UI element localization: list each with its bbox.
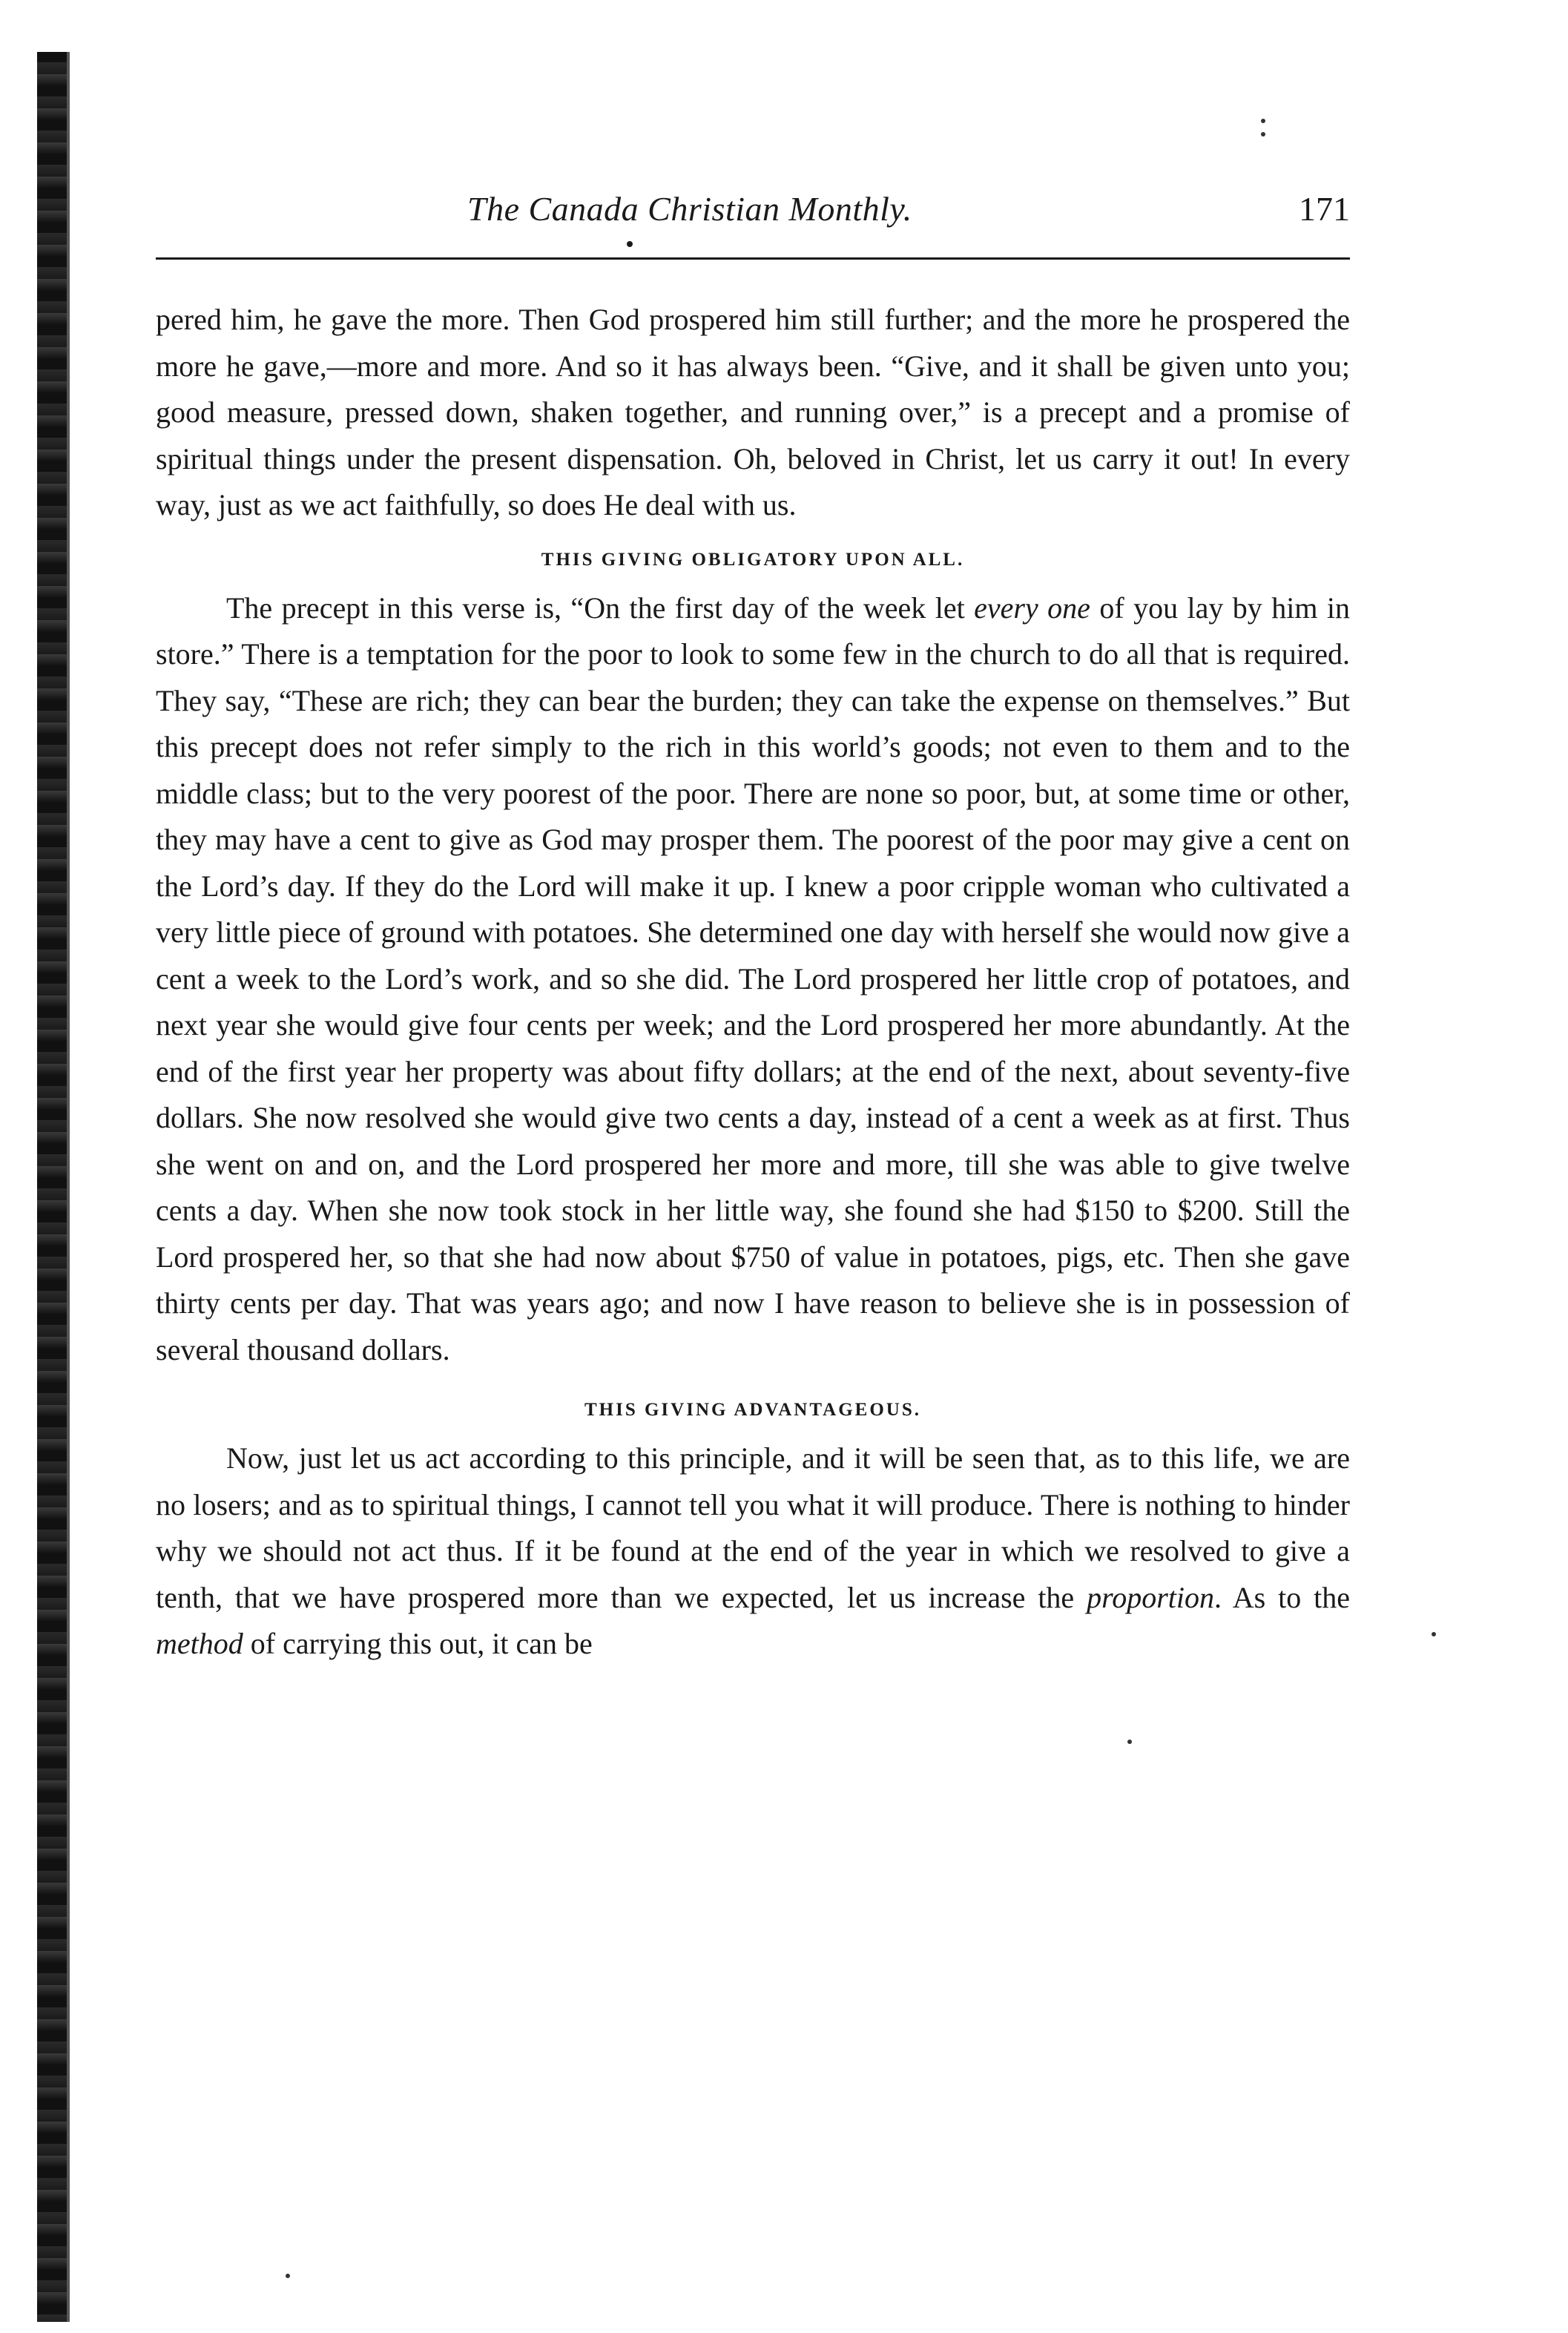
italic-text: proportion [1087,1580,1214,1614]
book-binding-edge [37,52,70,2322]
text-run: . As to the [1214,1580,1351,1614]
text-run: of you lay by him in store.” There is a temptation for the poor to look to some few in the church to do all that is required. They say, “These are rich; they can bear the burden; they can take the expense on themselves.” But this precept does not refer simply to the rich in this world’s goods; not even to them and to the middle class; but to the very poorest of the poor. There are none so poor, but, at some time or other, they may have a cent to give as God may prosper them. The poorest of the poor may give a cent on the Lord’s day. If they do the Lord will make it up. I knew a poor cripple woman who cultivated a very little piece of ground with potatoes. She determined one day with herself she would now give a cent a week to the Lord’s work, and so she did. The Lord prospered her little crop of potatoes, and next year she would give four cents per week; and the Lord prospered her more abundantly. At the end of the first year her property was about fifty dollars; at the end of the next, about seventy-five dollars. She now resolved she would give two cents a day, instead of a cent a week as at first. Thus she went on and on, and the Lord prospered her more and more, till she was able to give twelve cents a day. When she now took stock in her little way, she found she had $150 to $200. Still the Lord prospered her, so that she had now about $750 of value in potatoes, pigs, etc. Then she gave thirty cents per day. That was years ago; and now I have reason to believe she is in possession of several thousand dollars. [156,590,1350,1366]
text-run: The precept in this verse is, “On the first day of the week let [226,590,975,625]
paragraph-advantageous [156,1435,1350,1668]
header-ornament-dot [627,241,633,247]
running-title: The Canada Christian Monthly. [467,190,912,228]
italic-text: every one [974,590,1090,625]
italic-text: method [156,1627,243,1660]
page-number: 171 [1299,190,1350,228]
paragraph-precept [156,585,1350,1374]
stray-mark [1261,119,1265,123]
running-header [156,189,1350,241]
text-run: of carrying this out, it can be [243,1627,593,1660]
book-page [156,189,1350,1668]
header-rule [156,257,1350,260]
body-text [156,297,1350,1668]
stray-mark [1127,1740,1132,1744]
stray-mark [1432,1632,1436,1636]
stray-mark [1261,132,1265,136]
paragraph-continued: pered him, he gave the more. Then God prospered him still further; and the more he prospered the more he gave,—more and more. And so it has always been. “Give, and it shall be given unto you; good measure, pressed down, shaken together, and running over,” is a precept and a promise of spiritual things under the present dispensation. Oh, beloved in Christ, let us carry it out! In every way, just as we act faithfully, so does He deal with us. [156,303,1350,521]
stray-mark [286,2274,290,2278]
section-heading-obligatory: THIS GIVING OBLIGATORY UPON ALL. [541,549,965,570]
text-run: Now, just let us act according to this principle, and it will be seen that, as to this life, we are no losers; and as to spiritual things, I cannot tell you what it will produce. There is nothing to hinder why we should not act thus. If it be found at the end of the year in which we resolved to give a tenth, that we have prospered more than we expected, let us increase the [156,1441,1350,1614]
section-heading-advantageous: THIS GIVING ADVANTAGEOUS. [584,1400,922,1420]
